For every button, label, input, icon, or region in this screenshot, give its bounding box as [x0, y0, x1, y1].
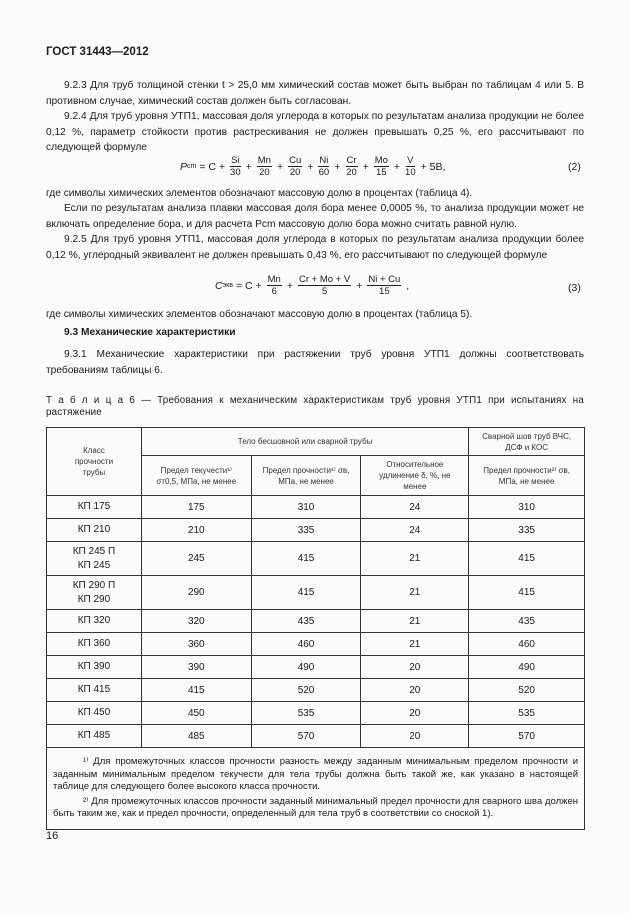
header-weld: Сварной шов труб ВЧС, ДСФ и КОС	[469, 428, 585, 456]
frac-mo: $\frac{Mo}{15}$	[374, 155, 388, 178]
footnote-1: ¹⁾ Для промежуточных классов прочности разность между заданным минимальным пределом прочности и заданным минимальным пределом текучести для тела трубы должна быть такой же, как указано в настоящей таблице для следующего более высокого класса прочности.	[53, 756, 578, 792]
table-cell-y: 390	[141, 656, 251, 679]
table-cell-cls: КП 390	[47, 656, 142, 679]
table-cell-w: 435	[469, 610, 585, 633]
table-cell-t: 520	[251, 679, 361, 702]
equation-number-2: (2)	[568, 161, 581, 173]
table-cell-e: 20	[361, 702, 469, 725]
table-cell-e: 24	[361, 519, 469, 542]
table-cell-cls: КП 175	[47, 496, 142, 519]
paragraph-9-2-4: 9.2.4 Для труб уровня УТП1, массовая доля углерода в которых по результатам анализа продукции не более 0,12 %, параметр стойкости против растрескивания не должен превышать 0,25 %, его рассчитывают по следующей формуле	[46, 111, 584, 153]
table-cell-cls: КП 320	[47, 610, 142, 633]
frac-cr-mo-v: $\frac{Cr + Mo + V}{5}$	[298, 274, 351, 297]
table-cell-y: 210	[141, 519, 251, 542]
table-cell-y: 175	[141, 496, 251, 519]
header-body: Тело бесшовной или сварной трубы	[141, 428, 468, 456]
paragraph-9-2-3: 9.2.3 Для труб толщиной стенки t > 25,0 мм химический состав может быть выбран по таблицам 4 или 5. В противном случае, химический состав должен быть согласован.	[46, 80, 584, 107]
table-notes	[47, 748, 585, 830]
table-cell-w: 570	[469, 725, 585, 748]
table-cell-t: 310	[251, 496, 361, 519]
table-row	[47, 702, 585, 725]
table-row	[47, 496, 585, 519]
table-row	[47, 542, 585, 576]
table-cell-e: 20	[361, 656, 469, 679]
section-9-3-title: 9.3 Механические характеристики	[64, 327, 236, 338]
table-cell-w: 335	[469, 519, 585, 542]
frac-cr: $\frac{Cr}{20}$	[346, 155, 357, 178]
table-cell-t: 535	[251, 702, 361, 725]
table-cell-cls: КП 450	[47, 702, 142, 725]
footnote-2: ²⁾ Для промежуточных классов прочности заданный минимальный предел прочности для сварного шва должен быть таким же, как и предел прочности, определенный для тела труб в соответствии со сноской 1).	[53, 795, 578, 819]
document-header: ГОСТ 31443—2012	[46, 46, 149, 58]
table-cell-w: 310	[469, 496, 585, 519]
table-cell-y: 320	[141, 610, 251, 633]
header-yield: Предел текучести¹⁾ σт0,5, МПа, не менее	[141, 456, 251, 496]
table-cell-y: 290	[141, 576, 251, 610]
table-cell-e: 21	[361, 542, 469, 576]
page-number: 16	[46, 830, 59, 842]
paragraph-boron: Если по результатам анализа плавки массовая доля бора менее 0,0005 %, то анализа продукции может не включать определение бора, и для расчета Pcm массовую долю бора можно считать равной нулю.	[46, 203, 584, 230]
header-tensile: Предел прочности¹⁾ σв, МПа, не менее	[251, 456, 361, 496]
table-row	[47, 633, 585, 656]
formula-ceq: C экв = C + $\frac{Mn}{6}$ + $\frac{Cr + Mo + V}{5}$ + $\frac{Ni + Cu}{15}$ ,	[215, 274, 410, 297]
table-cell-e: 21	[361, 610, 469, 633]
paragraph-9-2-5: 9.2.5 Для труб уровня УТП1, массовая доля углерода в которых по результатам анализа продукции более 0,12 %, углеродный эквивалент не должен превышать 0,43 %, его рассчитывают по следующей формуле	[46, 234, 584, 261]
table-cell-t: 435	[251, 610, 361, 633]
table-cell-cls: КП 360	[47, 633, 142, 656]
table-cell-e: 20	[361, 725, 469, 748]
table-cell-t: 460	[251, 633, 361, 656]
table-row	[47, 656, 585, 679]
formula-pcm-eq: = C +	[199, 160, 226, 173]
formula-pcm-lhs-sub: cm	[187, 163, 197, 170]
mechanical-properties-table	[46, 427, 585, 830]
table-cell-e: 24	[361, 496, 469, 519]
table-cell-w: 490	[469, 656, 585, 679]
table-cell-t: 415	[251, 542, 361, 576]
table-cell-e: 21	[361, 576, 469, 610]
table-cell-w: 415	[469, 576, 585, 610]
frac-ni-cu: $\frac{Ni + Cu}{15}$	[368, 274, 401, 297]
table-cell-t: 415	[251, 576, 361, 610]
table-cell-w: 460	[469, 633, 585, 656]
table-cell-y: 415	[141, 679, 251, 702]
paragraph-where-1: где символы химических элементов обозначают массовую долю в процентах (таблица 4).	[46, 188, 473, 199]
frac-mn-6: $\frac{Mn}{6}$	[267, 274, 281, 297]
table-cell-y: 360	[141, 633, 251, 656]
table-cell-y: 485	[141, 725, 251, 748]
table-cell-t: 570	[251, 725, 361, 748]
table-cell-t: 335	[251, 519, 361, 542]
frac-cu: $\frac{Cu}{20}$	[289, 155, 302, 178]
formula-ceq-lhs: C	[215, 279, 223, 292]
header-class: Класс прочности трубы	[47, 428, 142, 496]
frac-si: $\frac{Si}{30}$	[230, 155, 241, 178]
table-cell-e: 20	[361, 679, 469, 702]
table-row	[47, 725, 585, 748]
table-cell-w: 415	[469, 542, 585, 576]
table-row	[47, 679, 585, 702]
table-cell-w: 535	[469, 702, 585, 725]
table-row	[47, 519, 585, 542]
table-cell-cls: КП 415	[47, 679, 142, 702]
table-row	[47, 576, 585, 610]
table-row	[47, 610, 585, 633]
table-cell-cls: КП 210	[47, 519, 142, 542]
formula-ceq-lhs-sub: экв	[222, 282, 233, 289]
table-cell-w: 520	[469, 679, 585, 702]
table-cell-cls: КП 290 П КП 290	[47, 576, 142, 610]
table-cell-t: 490	[251, 656, 361, 679]
paragraph-9-3-1: 9.3.1 Механические характеристики при растяжении труб уровня УТП1 должны соответствовать требованиям таблицы 6.	[46, 349, 584, 376]
table-cell-cls: КП 245 П КП 245	[47, 542, 142, 576]
table-cell-e: 21	[361, 633, 469, 656]
table-caption: Т а б л и ц а 6 — Требования к механическим характеристикам труб уровня УТП1 при испытаниях на растяжение	[46, 395, 584, 418]
frac-v: $\frac{V}{10}$	[405, 155, 416, 178]
header-weld-tensile: Предел прочности²⁾ σв, МПа, не менее	[469, 456, 585, 496]
table-cell-y: 450	[141, 702, 251, 725]
paragraph-where-2: где символы химических элементов обозначают массовую долю в процентах (таблица 5).	[46, 309, 473, 320]
table-cell-y: 245	[141, 542, 251, 576]
formula-pcm: P cm = C + $\frac{Si}{30}$ + $\frac{Mn}{20}$ + $\frac{Cu}{20}$ + $\frac{Ni}{60}$ + $\frac{Cr}{20}$ + $\frac{Mo}{15}$ + $\frac{V}{10}$ + 5B,	[180, 155, 446, 178]
table-cell-cls: КП 485	[47, 725, 142, 748]
header-elongation: Относительное удлинение δ, %, не менее	[361, 456, 469, 496]
frac-mn: $\frac{Mn}{20}$	[257, 155, 271, 178]
equation-number-3: (3)	[568, 282, 581, 294]
frac-ni: $\frac{Ni}{60}$	[318, 155, 330, 178]
formula-pcm-lhs: P	[180, 160, 188, 173]
